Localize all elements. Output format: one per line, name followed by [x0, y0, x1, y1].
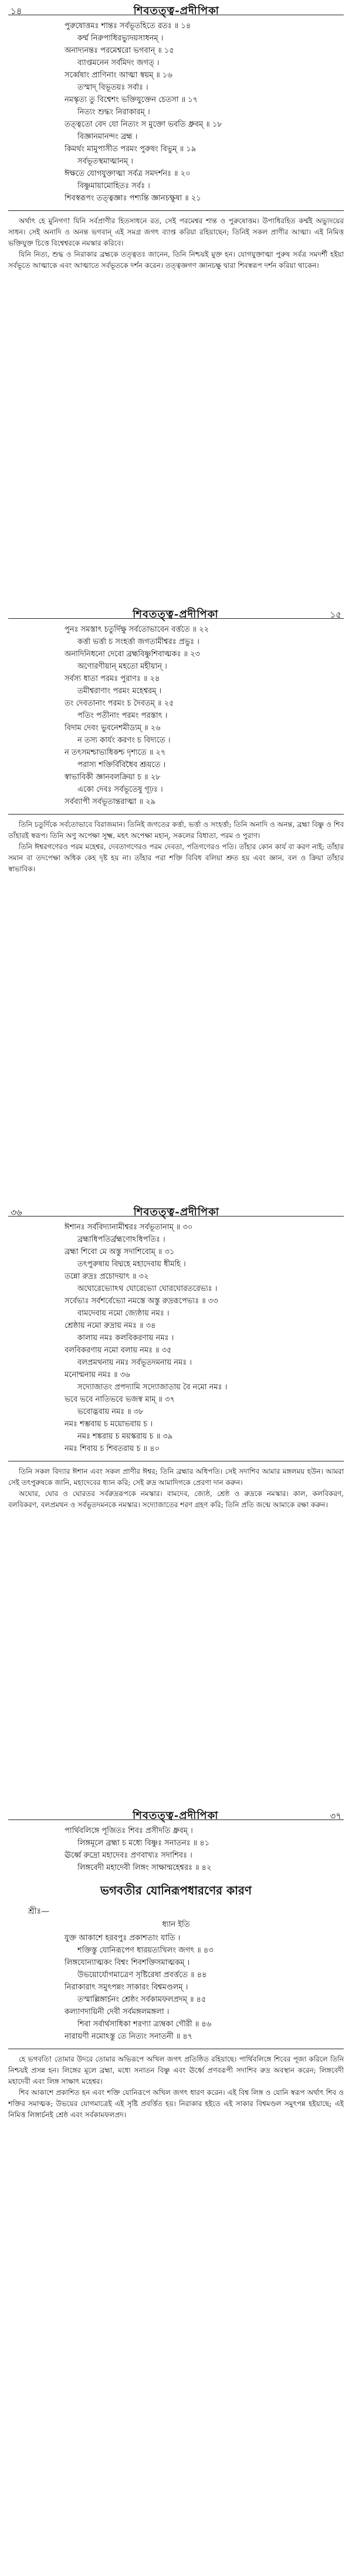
verse-line: ঊর্ধ্বে রুদ্রো মহাদেবঃ প্রণবাখ্যঃ সদাশিবঃ ।: [65, 1851, 192, 1860]
running-title: শিবতত্ত্ব-প্রদীপিকা: [133, 5, 219, 17]
commentary-paragraph: হে ভগবতি! তোমার উদরে তোমার অভিরূপে অখিল জগৎ প্রতিষ্ঠিত রহিয়াছে। পার্থিবলিঙ্গে শিবের পূজা করিলে তিনি নিশ্চয়ই প্রসন্ন হন। লিঙ্গের মূলে ব্রহ্মা, মধ্যে সনাতন বিষ্ণু এবং ঊর্ধ্বে প্রণবরূপী সদাশিব রুদ্র অবস্থান করেন; লিঙ্গবেদী মহাদেবী এবং লিঙ্গ সাক্ষাৎ মহেশ্বর।: [8, 2055, 344, 2086]
page-number: ৩৬: [11, 1207, 22, 1218]
page-header: [8, 604, 344, 619]
commentary-paragraph: তিনি চতুর্দিকে সর্বতোভাবে বিরাজমান। তিনিই জগতের কর্ত্তা, ভর্ত্তা ও সংহর্ত্তা; তিনি অনাদি ও অনন্ত, ব্রহ্মা বিষ্ণু ও শিব তাঁহারই স্বরূপ। তিনি অণু অপেক্ষা সূক্ষ্ম, মহৎ অপেক্ষা মহান্, সকলের বিধাতা, পরম ও পুরাণ।: [8, 820, 344, 840]
divider: [8, 814, 344, 815]
page-36: [0, 1201, 352, 1799]
verse-line: পুরুষোত্তমঃ শান্তঃ সর্বভূতহিতে রতঃ ॥ ১৪: [65, 22, 191, 30]
section-verse-block: [8, 1932, 344, 2043]
commentary: [8, 819, 344, 875]
page-number: ৩৭: [330, 1811, 341, 1821]
verse-line: ভবোদ্ভবায় নমঃ ॥ ৩৮: [77, 1408, 144, 1416]
commentary-paragraph: অঘোর, ঘোর ও ঘোরতর সর্বরুদ্ররূপকে নমস্কার। বামদেব, জ্যেষ্ঠ, শ্রেষ্ঠ ও রুদ্রকে নমস্কার। কাল, কলবিকরণ, বলবিকরণ, বলপ্রমথন ও সর্বভূতদমনকে নমস্কার। সদ্যোজাতের শরণ গ্রহণ করি; তিনি প্রতি জন্মে আমাকে রক্ষা করুন।: [8, 1490, 344, 1509]
verse-line: নমস্কৃত্য তু বিশ্বেশং ভক্তিযুক্তেন চেতসা ॥ ১৭: [65, 96, 198, 104]
verse-line: ব্রহ্মা শিবো মে অস্তু সদাশিবোম্ ॥ ৩১: [65, 1248, 175, 1256]
verse-line: বামদেবায় নমো জ্যেষ্ঠায় নমঃ ।: [77, 1309, 170, 1318]
verse-line: সর্বেভ্যঃ সর্বশর্বেভ্যো নমস্তে অস্তু রুদ্ররূপেভ্যঃ ॥ ৩৩: [65, 1297, 218, 1306]
verse-line: তত্ত্বতো বেদ যো নিত্যং স মুক্তো ভবতি ধ্রুবম্ ॥ ১৮: [65, 120, 222, 129]
verse-line: লিঙ্গবেদী মহাদেবী লিঙ্গং সাক্ষান্মহেশ্বরঃ ॥ ৪২: [77, 1863, 212, 1872]
verse-line: তস্মাল্লিঙ্গার্চনং শ্রেষ্ঠং সর্বকামফলপ্রদম্ ॥ ৪৫: [77, 1995, 207, 2004]
commentary-paragraph: অর্থাৎ হে মুনিগণ! যিনি সর্বপ্রাণীর হিতসাধনে রত, সেই পরমেশ্বর শান্ত ও পুরুষোত্তম। উপাধিরহিত কর্ম্মই অভ্যুদয়ের সাধন। সেই অনাদি ও অনন্ত ভগবান্ এই সমগ্র জগৎ ব্যাপ্ত করিয়া রহিয়াছেন; তিনিই সকল প্রাণীর আত্মা। এই নিমিত্ত ভক্তিযুক্ত চিত্তে বিশ্বেশ্বরকে নমস্কার করিবে।: [8, 217, 344, 247]
verse-line: অনাদিনিধনো দেবো ব্রহ্মবিষ্ণুশিবাত্মকঃ ॥ ২৩: [65, 650, 201, 659]
verse-line: কর্ত্তা ভর্ত্তা চ সংহর্ত্তা জগতামীশ্বরঃ প্রভুঃ ।: [77, 638, 199, 646]
page-14: [0, 0, 352, 598]
verse-line: বলবিকরণায় নমো বলায় নমঃ ॥ ৩৫: [65, 1346, 172, 1355]
verse-line: ব্যাপ্তমনেন সর্বমিদং জগত্ ।: [77, 59, 160, 67]
section-label: শ্রীঃ—: [28, 1907, 50, 1916]
verse-line: সর্বব্যাপী সর্বভূতান্তরাত্মা ॥ ২৯: [65, 798, 155, 806]
page-header: [8, 0, 344, 15]
verse-line: ন তৎসমশ্চাভ্যধিকশ্চ দৃশ্যতে ॥ ২৭: [65, 748, 166, 757]
running-title: শিবতত্ত্ব-প্রদীপিকা: [133, 1810, 219, 1822]
page-number: ১৪: [11, 6, 22, 16]
running-title: শিবতত্ত্ব-প্রদীপিকা: [133, 608, 219, 621]
verse-line: অণোরণীয়ান্ মহতো মহীয়ান্ ।: [77, 662, 167, 671]
verse-line: পুনঃ সমস্তাৎ চতুর্দিক্ষু সর্বতোভাবেন বর্ত্ততে ॥ ২২: [65, 625, 209, 634]
verse-line: ভবে ভবে নাতিভবে ভজস্ব মাম্ ॥ ৩৭: [65, 1395, 175, 1404]
verse-line: বিদাম দেবং ভুবনেশমীড্যম্ ॥ ২৬: [65, 724, 161, 732]
verse-line: তৎপুরুষায় বিদ্মহে মহাদেবায় ধীমহি ।: [77, 1260, 186, 1269]
verse-line: যুক্ত আকাশে হরবপুঃ প্রকাশতাং যাতি ।: [65, 1934, 181, 1943]
verse-line: সদ্যোজাতং প্রপদ্যামি সদ্যোজাতায় বৈ নমো নমঃ ।: [77, 1383, 228, 1392]
verse-line: কিমর্থং মামুপাসীত পরমং পুরুষং বিভুম্ ॥ ১৯: [65, 145, 197, 154]
verse-line: সর্ব্বেষাং প্রাণিনাং আত্মা স্বয়ম্ ॥ ১৬: [65, 71, 172, 80]
verse-line: তন্নো রুদ্রঃ প্রচোদয়াৎ ॥ ৩২: [65, 1272, 149, 1281]
verse-line: অঘোরেভ্যোঽথ ঘোরেভ্যো ঘোরঘোরতরেভ্যঃ ।: [77, 1284, 218, 1293]
verse-block: [8, 20, 344, 205]
verse-line: নমঃ শঙ্করায় চ ময়স্করায় চ ॥ ৩৯: [77, 1432, 173, 1441]
verse-line: পরাস্য শক্তির্বিবিধৈব শ্রূয়তে ।: [77, 761, 166, 769]
verse-line: শিবস্বরূপং তত্ত্বজ্ঞাঃ পশ্যন্তি জ্ঞানচক্ষুষা ॥ ২১: [65, 194, 201, 203]
verse-line: লিঙ্গযোন্যাত্মকং বিশ্বং শিবশক্তিসমাত্মকম্ ।: [65, 1958, 190, 1967]
verse-block: [8, 623, 344, 808]
divider: [8, 210, 344, 211]
verse-line: তস্মাদ্ বিভূতয়ঃ সর্বাঃ ।: [77, 83, 148, 92]
commentary: [8, 1466, 344, 1511]
verse-line: বিজ্ঞানমানন্দং ব্রহ্ম ।: [77, 132, 138, 141]
verse-line: মনোন্মনায় নমঃ ॥ ৩৬: [65, 1371, 130, 1379]
page-number: ১৫: [330, 609, 341, 620]
verse-block: [8, 1221, 344, 1455]
verse-line: তমীশ্বরাণাং পরমং মহেশ্বরম্ ।: [77, 687, 162, 696]
verse-line: শ্রেষ্ঠায় নমো রুদ্রায় নমঃ ॥ ৩৪: [65, 1321, 156, 1330]
verse-line: লিঙ্গমূলে ব্রহ্মা চ মধ্যে বিষ্ণুঃ সনাতনঃ ॥ ৪১: [77, 1839, 210, 1848]
verse-line: কর্ম্ম নিরুপাধিরভ্যুদয়সাধনম্ ।: [77, 34, 164, 43]
page-header: [8, 1201, 344, 1217]
verse-line: পতিং পতীনাং পরমং পরস্তাৎ ।: [77, 711, 168, 720]
centered-label: ধ্যান ইতি: [162, 1920, 190, 1929]
running-title: শিবতত্ত্ব-প্রদীপিকা: [133, 1206, 219, 1218]
verse-line: কল্যাণদায়িনী দেবী সর্বমঙ্গলমঙ্গলা ।: [65, 2008, 170, 2016]
verse-line: শক্তিস্তু যোনিরূপেণ ধারয়ত্যখিলং জগৎ ॥ ৪৩: [77, 1946, 214, 1955]
verse-line: উভয়োর্যোগমাত্রেণ সৃষ্টিরেষা প্রবর্ত্ততে ॥ ৪৪: [77, 1971, 207, 1979]
verse-line: নিরাকারাৎ সমুৎপন্নং সাকারং বিশ্বমণ্ডলম্ ।: [65, 1983, 188, 1992]
verse-block: [8, 1825, 344, 1874]
verse-line: বলপ্রমথনায় নমঃ সর্বভূতদমনায় নমঃ ।: [77, 1358, 192, 1367]
verse-line: নারায়ণী নমোঽস্তু তে নিত্যং সনাতনী ॥ ৪৭: [65, 2032, 193, 2041]
verse-line: পার্থিবলিঙ্গে পূজিতঃ শিবঃ প্রসীদতি ধ্রুবম্ ।: [65, 1827, 193, 1835]
page-37: [0, 1805, 352, 2572]
verse-line: ব্রহ্মাধিপতির্ব্রহ্মণোঽধিপতিঃ ।: [77, 1235, 165, 1244]
verse-line: স্বাভাবিকী জ্ঞানবলক্রিয়া চ ॥ ২৮: [65, 773, 161, 782]
verse-line: সর্বভূতস্থমাত্মানম্ ।: [77, 157, 133, 166]
verse-line: অনাদ্যনন্তঃ পরমেশ্বরো ভগবান্ ॥ ১৫: [65, 46, 174, 55]
commentary-paragraph: তিনি সকল বিদ্যার ঈশান এবং সকল প্রাণীর ঈশ্বর; তিনি ব্রহ্মার অধিপতি। সেই সদাশিব আমার মঙ্গলময় হউন। আমরা সেই তৎপুরুষকে জানি, মহাদেবের ধ্যান করি; সেই রুদ্র আমাদিগকে প্রেরণা দান করুন।: [8, 1467, 344, 1487]
verse-line: কালায় নমঃ কলবিকরণায় নমঃ ।: [77, 1334, 174, 1342]
verse-line: সর্বস্য ধাতা পরমঃ পুরাণঃ ॥ ২৪: [65, 674, 160, 683]
verse-line: তং দেবতানাং পরমং চ দৈবতম্ ॥ ২৫: [65, 699, 174, 708]
section-heading: ভগবতীর যোনিরূপধারণের কারণ: [100, 1883, 252, 1897]
commentary: [8, 2054, 344, 2121]
verse-line: নমঃ শম্ভবায় চ ময়োভবায় চ ।: [65, 1420, 153, 1429]
commentary: [8, 216, 344, 271]
verse-line: নমঃ শিবায় চ শিবতরায় চ ॥ ৪০: [65, 1444, 160, 1453]
verse-line: একো দেবঃ সর্বভূতেষু গূঢ়ঃ ।: [77, 785, 163, 794]
commentary-paragraph: শিব আকাশে প্রকাশিত হন এবং শক্তি যোনিরূপে অখিল জগৎ ধারণ করেন। এই বিশ্ব লিঙ্গ ও যোনি স্বরূপ অর্থাৎ শিব ও শক্তির সমাত্মক; উভয়ের যোগমাত্রেই এই সৃষ্টি প্রবর্ত্তিত হয়। নিরাকার হইতে এই সাকার বিশ্বমণ্ডল সমুৎপন্ন হইয়াছে; এই নিমিত্ত লিঙ্গার্চনই শ্রেষ্ঠ এবং সর্বকামফলপ্রদ।: [8, 2088, 344, 2119]
page-15: [0, 604, 352, 1195]
commentary-paragraph: তিনি ঈশ্বরগণেরও পরম মহেশ্বর, দেবতাগণেরও পরম দেবতা, পতিগণেরও পতি। তাঁহার কোন কার্য বা করণ নাই; তাঁহার সমান বা তদপেক্ষা অধিক কেহ দৃষ্ট হয় না। তাঁহার পরা শক্তি বিবিধ বলিয়া শ্রুত হয় এবং জ্ঞান, বল ও ক্রিয়া তাঁহার স্বাভাবিক।: [8, 843, 344, 873]
verse-line: ঈশানঃ সর্ববিদ্যানামীশ্বরঃ সর্বভূতানাম্ ॥ ৩০: [65, 1223, 193, 1232]
commentary-paragraph: যিনি নিত্য, শুদ্ধ ও নিরাকার ব্রহ্মকে তত্ত্বতঃ জানেন, তিনি নিশ্চয়ই মুক্ত হন। যোগযুক্তাত্মা পুরুষ সর্বত্র সমদর্শী হইয়া সর্বভূতে আত্মাকে এবং আত্মাতে সর্বভূতকে দর্শন করেন। তত্ত্বজ্ঞগণ জ্ঞানচক্ষু দ্বারা শিবস্বরূপ দর্শন করিয়া থাকেন।: [8, 250, 344, 270]
verse-line: ঈক্ষতে যোগযুক্তাত্মা সর্বত্র সমদর্শনঃ ॥ ২০: [65, 169, 191, 178]
verse-line: ন তস্য কার্যং করণং চ বিদ্যতে ।: [77, 736, 171, 745]
page-header: [8, 1805, 344, 1820]
verse-line: নিত্যং শুদ্ধং নিরাকারম্ ।: [77, 108, 150, 117]
verse-line: শিবা সর্বার্থসাধিকা শরণ্যা ত্র্যম্বকা গৌরী ॥ ৪৬: [77, 2020, 212, 2029]
verse-line: বিষ্ণুমায়ামোহিতঃ সর্বঃ ।: [77, 182, 150, 190]
